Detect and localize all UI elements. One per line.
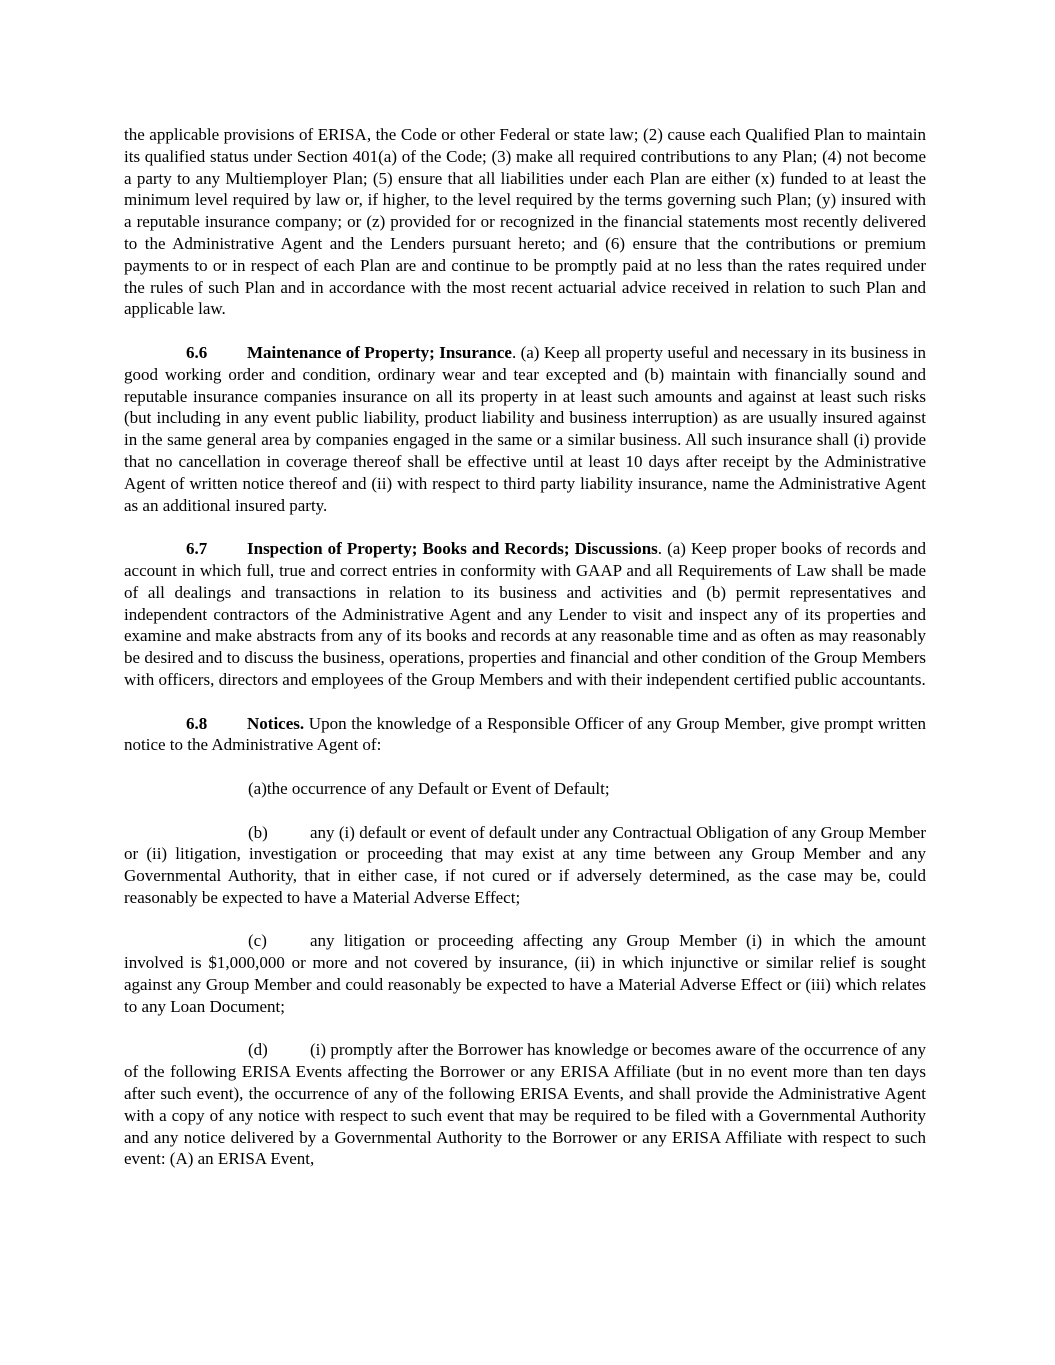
subitem-text: any (i) default or event of default under any Contractual Obligation of any Group Member or (ii) litigation, investigation or proceeding that may exist at any time between any Group Member and any Governmental Authority, that in either case, if not cured or if adversely determined, as the case may be, could reasonably be expected to have a Material Adverse Effect; <box>124 822 926 907</box>
section-body: (a) Keep all property useful and necessary in its business in good working order and condition, ordinary wear and tear excepted and (b) maintain with financially sound and reputable insurance companies insurance on all its property in at least such amounts and against at least such risks (but including in any event public liability, product liability and business interruption) as are usually insured against in the same general area by companies engaged in the same or a similar business. All such insurance shall (i) provide that no cancellation in coverage thereof shall be effective until at least 10 days after receipt by the Administrative Agent of written notice thereof and (ii) with respect to third party liability insurance, name the Administrative Agent as an additional insured party. <box>124 342 927 515</box>
section-body: Upon the knowledge of a Responsible Officer of any Group Member, give prompt written notice to the Administrative Agent of: <box>124 713 926 755</box>
section-6-6 <box>124 342 926 516</box>
subitem-a <box>124 778 926 800</box>
section-heading: Maintenance of Property; Insurance <box>247 342 512 362</box>
section-heading-punct: . <box>657 539 663 559</box>
document-page <box>124 124 926 1192</box>
section-6-7 <box>124 538 926 691</box>
subitem-d <box>124 1039 926 1170</box>
subitem-label: (a) <box>248 778 267 798</box>
section-6-8 <box>124 713 926 757</box>
subitem-b <box>124 822 926 909</box>
section-heading-punct: . <box>511 342 517 362</box>
section-body: (a) Keep proper books of records and account in which full, true and correct entries in conformity with GAAP and all Requirements of Law shall be made of all dealings and transactions in relation to its business and activities and (b) permit representatives and independent contractors of the Administrative Agent and any Lender to visit and inspect any of its properties and examine and make abstracts from any of its books and records at any reasonable time and as often as may reasonably be desired and to discuss the business, operations, properties and financial and other condition of the Group Members with officers, directors and employees of the Group Members and with their independent certified public accountants. <box>124 539 926 689</box>
section-number: 6.6 <box>186 342 208 362</box>
subitem-c <box>124 930 926 1017</box>
subitem-label: (b) <box>248 822 268 842</box>
section-heading: Notices. <box>247 713 305 733</box>
subitem-text: the occurrence of any Default or Event of Default; <box>266 778 610 798</box>
subitem-text: any litigation or proceeding affecting any Group Member (i) in which the amount involved is $1,000,000 or more and not covered by insurance, (ii) in which injunctive or similar relief is sought against any Group Member and could reasonably be expected to have a Material Adverse Effect or (iii) which relates to any Loan Document; <box>124 931 926 1016</box>
section-number: 6.7 <box>186 539 208 559</box>
continuation-paragraph: the applicable provisions of ERISA, the Code or other Federal or state law; (2) cause each Qualified Plan to maintain its qualified status under Section 401(a) of the Code; (3) make all required contributions to any Plan; (4) not become a party to any Multiemployer Plan; (5) ensure that all liabilities under each Plan are either (x) funded to at least the minimum level required by law or, if higher, to the level required by the terms governing such Plan; (y) insured with a reputable insurance company; or (z) provided for or recognized in the financial statements most recently delivered to the Administrative Agent and the Lenders pursuant hereto; and (6) ensure that the contributions or premium payments to or in respect of each Plan are and continue to be promptly paid at no less than the rates required under the rules of such Plan and in accordance with the most recent actuarial advice received in relation to such Plan and applicable law. <box>124 125 926 319</box>
subitem-text: (i) promptly after the Borrower has knowledge or becomes aware of the occurrence of any of the following ERISA Events affecting the Borrower or any ERISA Affiliate (but in no event more than ten days after such event), the occurrence of any of the following ERISA Events, and shall provide the Administrative Agent with a copy of any notice with respect to such event that may be required to be filed with a Governmental Authority and any notice delivered by a Governmental Authority to the Borrower or any ERISA Affiliate with respect to such event: (A) an ERISA Event, <box>124 1040 926 1169</box>
subitem-label: (c) <box>248 931 267 951</box>
section-number: 6.8 <box>186 713 208 733</box>
subitem-label: (d) <box>248 1040 268 1060</box>
section-heading: Inspection of Property; Books and Records; Discussions <box>247 539 658 559</box>
